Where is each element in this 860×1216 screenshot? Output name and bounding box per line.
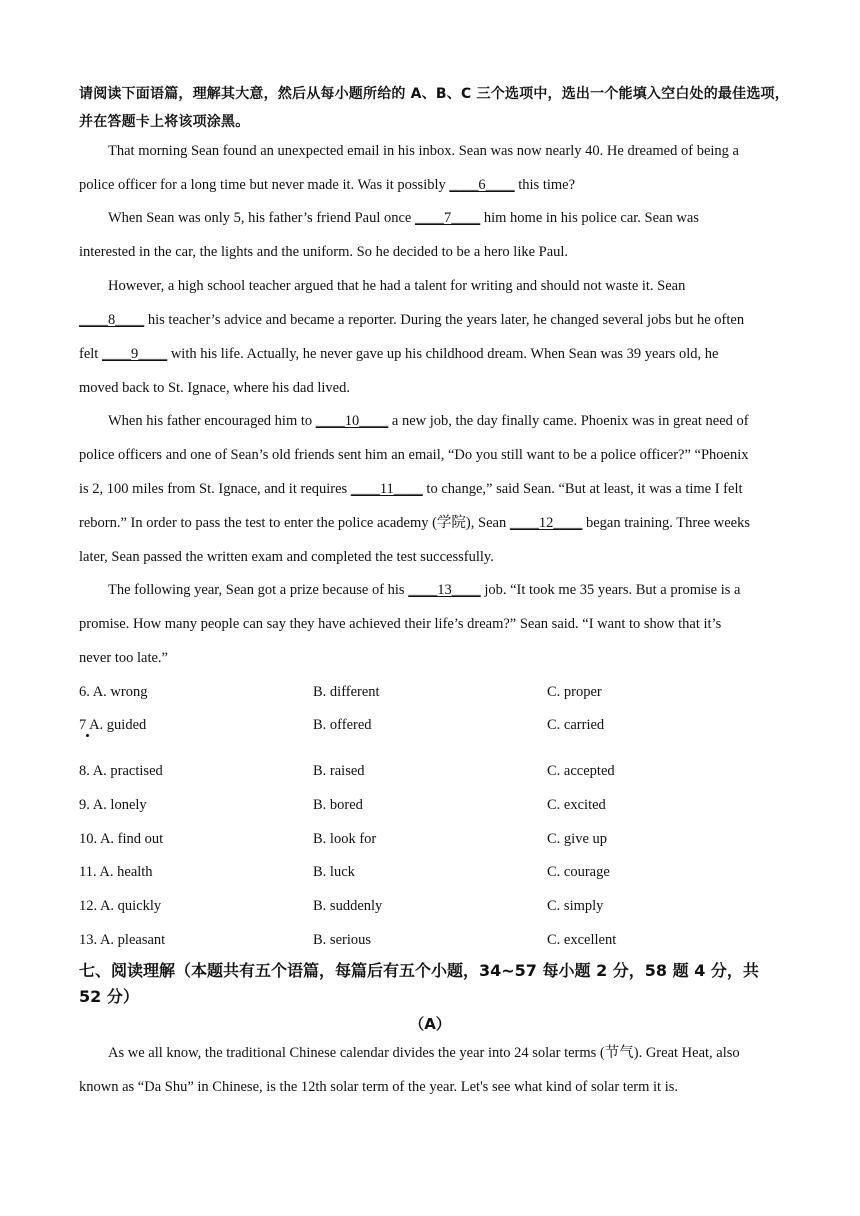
passage-line	[79, 242, 568, 262]
option-a: 9. A. lonely	[79, 797, 147, 813]
option-a: 12. A. quickly	[79, 898, 162, 914]
passage-text: to change,” said Sean. “But at least, it was a time I felt	[422, 481, 743, 497]
option-c: C. simply	[547, 898, 604, 914]
blank-6: ____6____	[449, 177, 515, 193]
passage-text: police officers and one of Sean’s old friends sent him an email, “Do you still want to be a police officer?” “Phoenix	[79, 447, 749, 463]
passage-line	[79, 344, 718, 364]
passage-text: reborn.” In order to pass the test to enter the police academy (学院), Sean	[79, 515, 510, 531]
passage-line	[79, 547, 494, 567]
passage-line	[108, 141, 739, 161]
passage-text: job. “It took me 35 years. But a promise is a	[480, 582, 741, 598]
passage-text: later, Sean passed the written exam and completed the test successfully.	[79, 549, 494, 565]
passage-text: moved back to St. Ignace, where his dad lived.	[79, 380, 350, 396]
option-c: C. accepted	[547, 763, 615, 779]
option-c: C. excited	[547, 797, 606, 813]
reading-text: As we all know, the traditional Chinese calendar divides the year into 24 solar terms (节气). Great Heat, also	[108, 1045, 740, 1061]
passage-text: The following year, Sean got a prize because of his	[108, 582, 409, 598]
passage-line	[108, 208, 699, 228]
option-c: C. courage	[547, 864, 610, 880]
option-a: 8. A. practised	[79, 763, 163, 779]
passage-text: is 2, 100 miles from St. Ignace, and it requires	[79, 481, 351, 497]
passage-text: his teacher’s advice and became a reporter. During the years later, he changed several jobs but he often	[144, 312, 745, 328]
option-a: 13. A. pleasant	[79, 932, 166, 948]
passage-text: never too late.”	[79, 650, 168, 666]
blank-13: ____13____	[408, 582, 481, 598]
passage-line	[79, 513, 750, 533]
reading-line	[79, 1077, 678, 1097]
dot-mark	[86, 734, 89, 737]
option-c: C. proper	[547, 684, 602, 700]
passage-line	[79, 614, 721, 634]
passage-text: When his father encouraged him to	[108, 413, 316, 429]
passage-text: police officer for a long time but never made it. Was it possibly	[79, 177, 450, 193]
passage-line	[108, 411, 749, 431]
passage-text: felt	[79, 346, 102, 362]
passage-text: this time?	[514, 177, 576, 193]
option-a: 7 A. guided	[79, 717, 147, 733]
reading-line	[108, 1043, 740, 1063]
option-c: C. excellent	[547, 932, 617, 948]
option-b: B. luck	[313, 864, 355, 880]
passage-text: a new job, the day finally came. Phoenix was in great need of	[388, 413, 749, 429]
section-title: 七、阅读理解（本题共有五个语篇，每篇后有五个小题，34~57 每小题 2 分，58 题 4 分，共 52 分）	[79, 961, 759, 1006]
passage-line	[79, 378, 350, 398]
option-a: 6. A. wrong	[79, 684, 148, 700]
passage-text: interested in the car, the lights and the uniform. So he decided to be a hero like Paul.	[79, 244, 569, 260]
passage-text: That morning Sean found an unexpected email in his inbox. Sean was now nearly 40. He dreamed of being a	[108, 143, 739, 159]
blank-11: ____11____	[350, 481, 423, 497]
passage-line	[79, 445, 749, 465]
passage-line	[108, 580, 740, 600]
option-b: B. bored	[313, 797, 363, 813]
passage-text: However, a high school teacher argued that he had a talent for writing and should not waste it. Sean	[108, 278, 686, 294]
passage-text: with his life. Actually, he never gave up his childhood dream. When Sean was 39 years old, he	[167, 346, 719, 362]
passage-text: him home in his police car. Sean was	[480, 210, 699, 226]
option-b: B. different	[313, 684, 380, 700]
passage-text: began training. Three weeks	[582, 515, 750, 531]
passage-line	[79, 648, 168, 668]
passage-line	[79, 310, 744, 330]
option-b: B. offered	[313, 717, 372, 733]
blank-9: ____9____	[101, 346, 168, 362]
passage-line	[108, 276, 685, 296]
blank-7: ____7____	[414, 210, 481, 226]
option-b: B. serious	[313, 932, 371, 948]
passage-text: When Sean was only 5, his father’s friend Paul once	[108, 210, 415, 226]
instruction-text: 请阅读下面语篇，理解其大意，然后从每小题所给的 A、B、C 三个选项中，选出一个能填入空白处的最佳选项，并在答题卡上将该项涂黑。	[79, 86, 789, 130]
passage-label: （A）	[409, 1015, 451, 1033]
reading-text: known as “Da Shu” in Chinese, is the 12th solar term of the year. Let's see what kind of solar term it is.	[79, 1079, 678, 1095]
option-a: 11. A. health	[79, 864, 153, 880]
blank-12: ____12____	[509, 515, 583, 531]
passage-line	[79, 479, 743, 499]
blank-8: ____8____	[79, 312, 145, 328]
option-b: B. look for	[313, 831, 377, 847]
option-c: C. give up	[547, 831, 608, 847]
option-c: C. carried	[547, 717, 605, 733]
option-a: 10. A. find out	[79, 831, 164, 847]
passage-line	[79, 175, 575, 195]
passage-text: promise. How many people can say they have achieved their life’s dream?” Sean said. “I want to show that it’s	[79, 616, 722, 632]
option-b: B. raised	[313, 763, 365, 779]
option-b: B. suddenly	[313, 898, 383, 914]
blank-10: ____10____	[315, 413, 389, 429]
